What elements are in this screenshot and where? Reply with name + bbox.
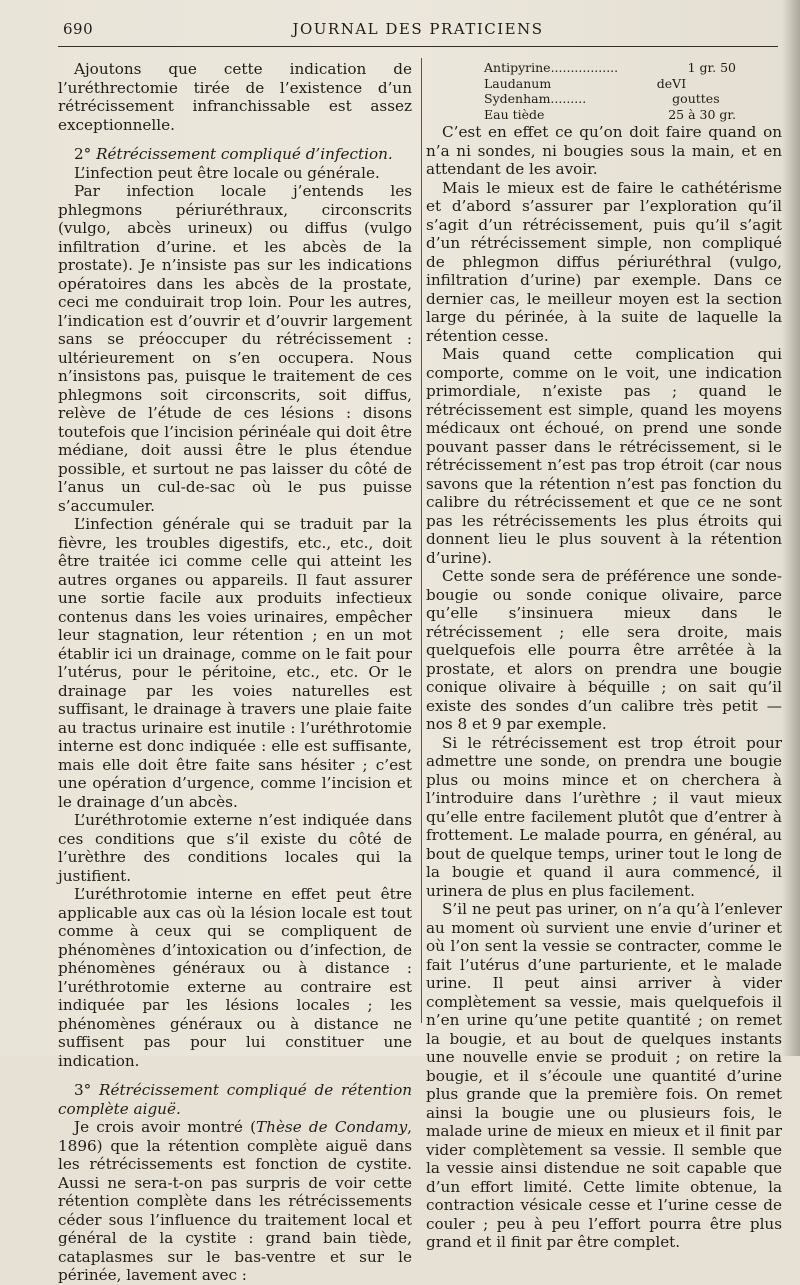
- heading-title: Rétrécissement compliqué de rétention complète aiguë.: [58, 1081, 412, 1118]
- running-title: JOURNAL DES PRATICIENS: [292, 20, 544, 38]
- column-divider: [421, 58, 422, 1023]
- heading-number: 3°: [74, 1081, 92, 1099]
- paragraph: Mais le mieux est de faire le cathétérisme et d’abord s’assurer par l’exploration qu’il s’agit d’un rétrécissement, puis qu’il s’agit d’un rétrécissement simple, non compliqué de phlegmon diffus périuréthral (vulgo, infiltration d’urine) par exemple. Dans ce dernier cas, le meilleur moyen est la section large du périnée, à la suite de laquelle la rétention cesse.: [426, 178, 782, 345]
- heading-title: Rétrécissement compliqué d’infection.: [96, 145, 393, 163]
- paragraph: Cette sonde sera de préférence une sonde-bougie ou sonde conique olivaire, parce qu’elle s’insinuera mieux dans le rétrécissement ; elle sera droite, mais quelquefois elle pourra être arrêtée à la prostate, et alors on prendra une bougie conique olivaire à béquille ; on sait qu’il existe des sondes d’un calibre très petit — nos 8 et 9 par exemple.: [426, 567, 782, 733]
- section-heading-2: [58, 145, 412, 164]
- right-column: [426, 60, 782, 1252]
- ingredient: Antipyrine.................: [484, 60, 619, 75]
- header-rule: [58, 46, 778, 47]
- paragraph: Mais quand cette complication qui comporte, comme on le voit, une indication primordiale, n’existe pas ; quand le rétrécissement est simple, quand les moyens médicaux ont échoué, on prend une sonde pouvant passer dans le rétrécissement, si le rétrécissement n’est pas trop étroit (car nous savons que la rétention n’est pas fonction du calibre du rétrécissement et que ce ne sont pas les rétrécissements les plus étroits qui donnent lieu le plus souvent à la rétention d’urine).: [426, 345, 782, 567]
- paragraph: L’uréthrotomie interne en effet peut être applicable aux cas où la lésion locale est tout comme à ceux qui se compliquent de phénomènes d’intoxication ou d’infection, de phénomènes généraux ou à distance : l’uréthrotomie externe au contraire est indiquée par les lésions locales ; les phénomènes généraux ou à distance ne suffisent pas pour lui constituer une indication.: [58, 885, 412, 1070]
- ingredient: Eau tiède: [484, 106, 545, 122]
- paragraph: Par infection locale j’entends les phlegmons périuréthraux, circonscrits (vulgo, abcès urineux) ou diffus (vulgo infiltration d’urine. et les abcès de la prostate). Je n’insiste pas sur les indications opératoires dans les abcès de la prostate, ceci me conduirait trop loin. Pour les autres, l’indication est d’ouvrir et d’ouvrir largement sans se préoccuper du rétrécissement : ultérieurement on s’en occupera. Nous n’insistons pas, puisque le traitement de ces phlegmons soit circonscrits, soit diffus, relève de l’étude de ces lésions : disons toutefois que l’incision périnéale qui doit être médiane, doit aussi être le plus étendue possible, et surtout ne pas laisser du côté de l’anus un cul-de-sac où le pus puisse s’accumuler.: [58, 182, 412, 515]
- prescription-row: [484, 107, 736, 123]
- text-run: , 1896) que la rétention complète aiguë dans les rétrécissements est fonction de cystite. Aussi ne sera-t-on pas surpris de voir cette rétention complète dans les rétrécissements céder sous l’influence du traitement local et général de la cystite : grand bain tiède, cataplasmes sur le bas-ventre et sur le périnée, lavement avec :: [58, 1118, 412, 1284]
- dose: 25 à 30 gr.: [668, 106, 736, 122]
- paragraph: L’infection peut être locale ou générale.: [74, 163, 380, 182]
- section-heading-3: [58, 1081, 412, 1118]
- paragraph: Ajoutons que cette indication de l’uréthrectomie tirée de l’existence d’un rétrécissement infranchissable est assez exceptionnelle.: [58, 60, 412, 134]
- prescription-row: [484, 60, 736, 76]
- paragraph: S’il ne peut pas uriner, on n’a qu’à l’enlever au moment où survient une envie d’uriner et où l’on sent la vessie se contracter, comme le fait l’utérus d’une parturiente, et le malade urine. Il peut ainsi arriver à vider complètement sa vessie, mais quelquefois il n’en urine qu’une petite quantité ; on remet la bougie, et au bout de quelques instants une nouvelle envie se produit ; on retire la bougie, et il s’écoule une quantité d’urine plus grande que la première fois. On remet ainsi la bougie une ou plusieurs fois, le malade urine de mieux en mieux et il finit par vider complètement sa vessie. Il semble que la vessie ainsi distendue ne soit capable que d’un effort limité. Cette limite obtenue, la contraction vésicale cesse et l’urine cesse de couler ; peu à peu l’effort pourra être plus grand et il finit par être complet.: [426, 900, 782, 1251]
- dose: VI gouttes: [672, 75, 720, 106]
- text-run: Je crois avoir montré (: [74, 1118, 257, 1136]
- paragraph: L’infection générale qui se traduit par la fièvre, les troubles digestifs, etc., etc., doit être traitée ici comme celle qui atteint les autres organes ou appareils. Il faut assurer une sortie facile aux produits infectieux contenus dans les voies urinaires, empêcher leur stagnation, leur rétention ; en un mot établir ici un drainage, comme on le fait pour l’utérus, pour le péritoine, etc., etc. Or le drainage par les voies naturelles est suffisant, le drainage à travers une plaie faite au tractus urinaire est inutile : l’uréthrotomie interne est donc indiquée : elle est suffisante, mais elle doit être faite sans hésiter ; c’est une opération d’urgence, comme l’incision et le drainage d’un abcès.: [58, 515, 412, 811]
- citation: Thèse de Condamy: [256, 1118, 408, 1136]
- paragraph: [58, 1118, 412, 1285]
- page-header: [58, 18, 778, 46]
- page-edge-shadow: [782, 0, 800, 1056]
- paragraph: C’est en effet ce qu’on doit faire quand on n’a ni sondes, ni bougies sous la main, et en attendant de les avoir.: [426, 123, 782, 178]
- paragraph: Si le rétrécissement est trop étroit pour admettre une sonde, on prendra une bougie plus ou moins mince et on cherchera à l’introduire dans l’urèthre ; il vaut mieux qu’elle entre facilement plutôt que d’entrer à frottement. Le malade pourra, en général, au bout de quelque temps, uriner tout le long de la bougie et quand il aura commencé, il urinera de plus en plus facilement.: [426, 733, 782, 900]
- ingredient: Laudanum de Sydenham.........: [484, 75, 673, 106]
- page-number: 690: [63, 20, 94, 38]
- paragraph: L’uréthrotomie externe n’est indiquée dans ces conditions que s’il existe du côté de l’urèthre des conditions locales qui la justifient.: [58, 811, 412, 885]
- prescription-row: [484, 76, 736, 107]
- heading-number: 2°: [74, 145, 92, 163]
- dose: 1 gr. 50: [687, 60, 736, 75]
- left-column: [58, 60, 412, 1285]
- prescription: [426, 60, 782, 122]
